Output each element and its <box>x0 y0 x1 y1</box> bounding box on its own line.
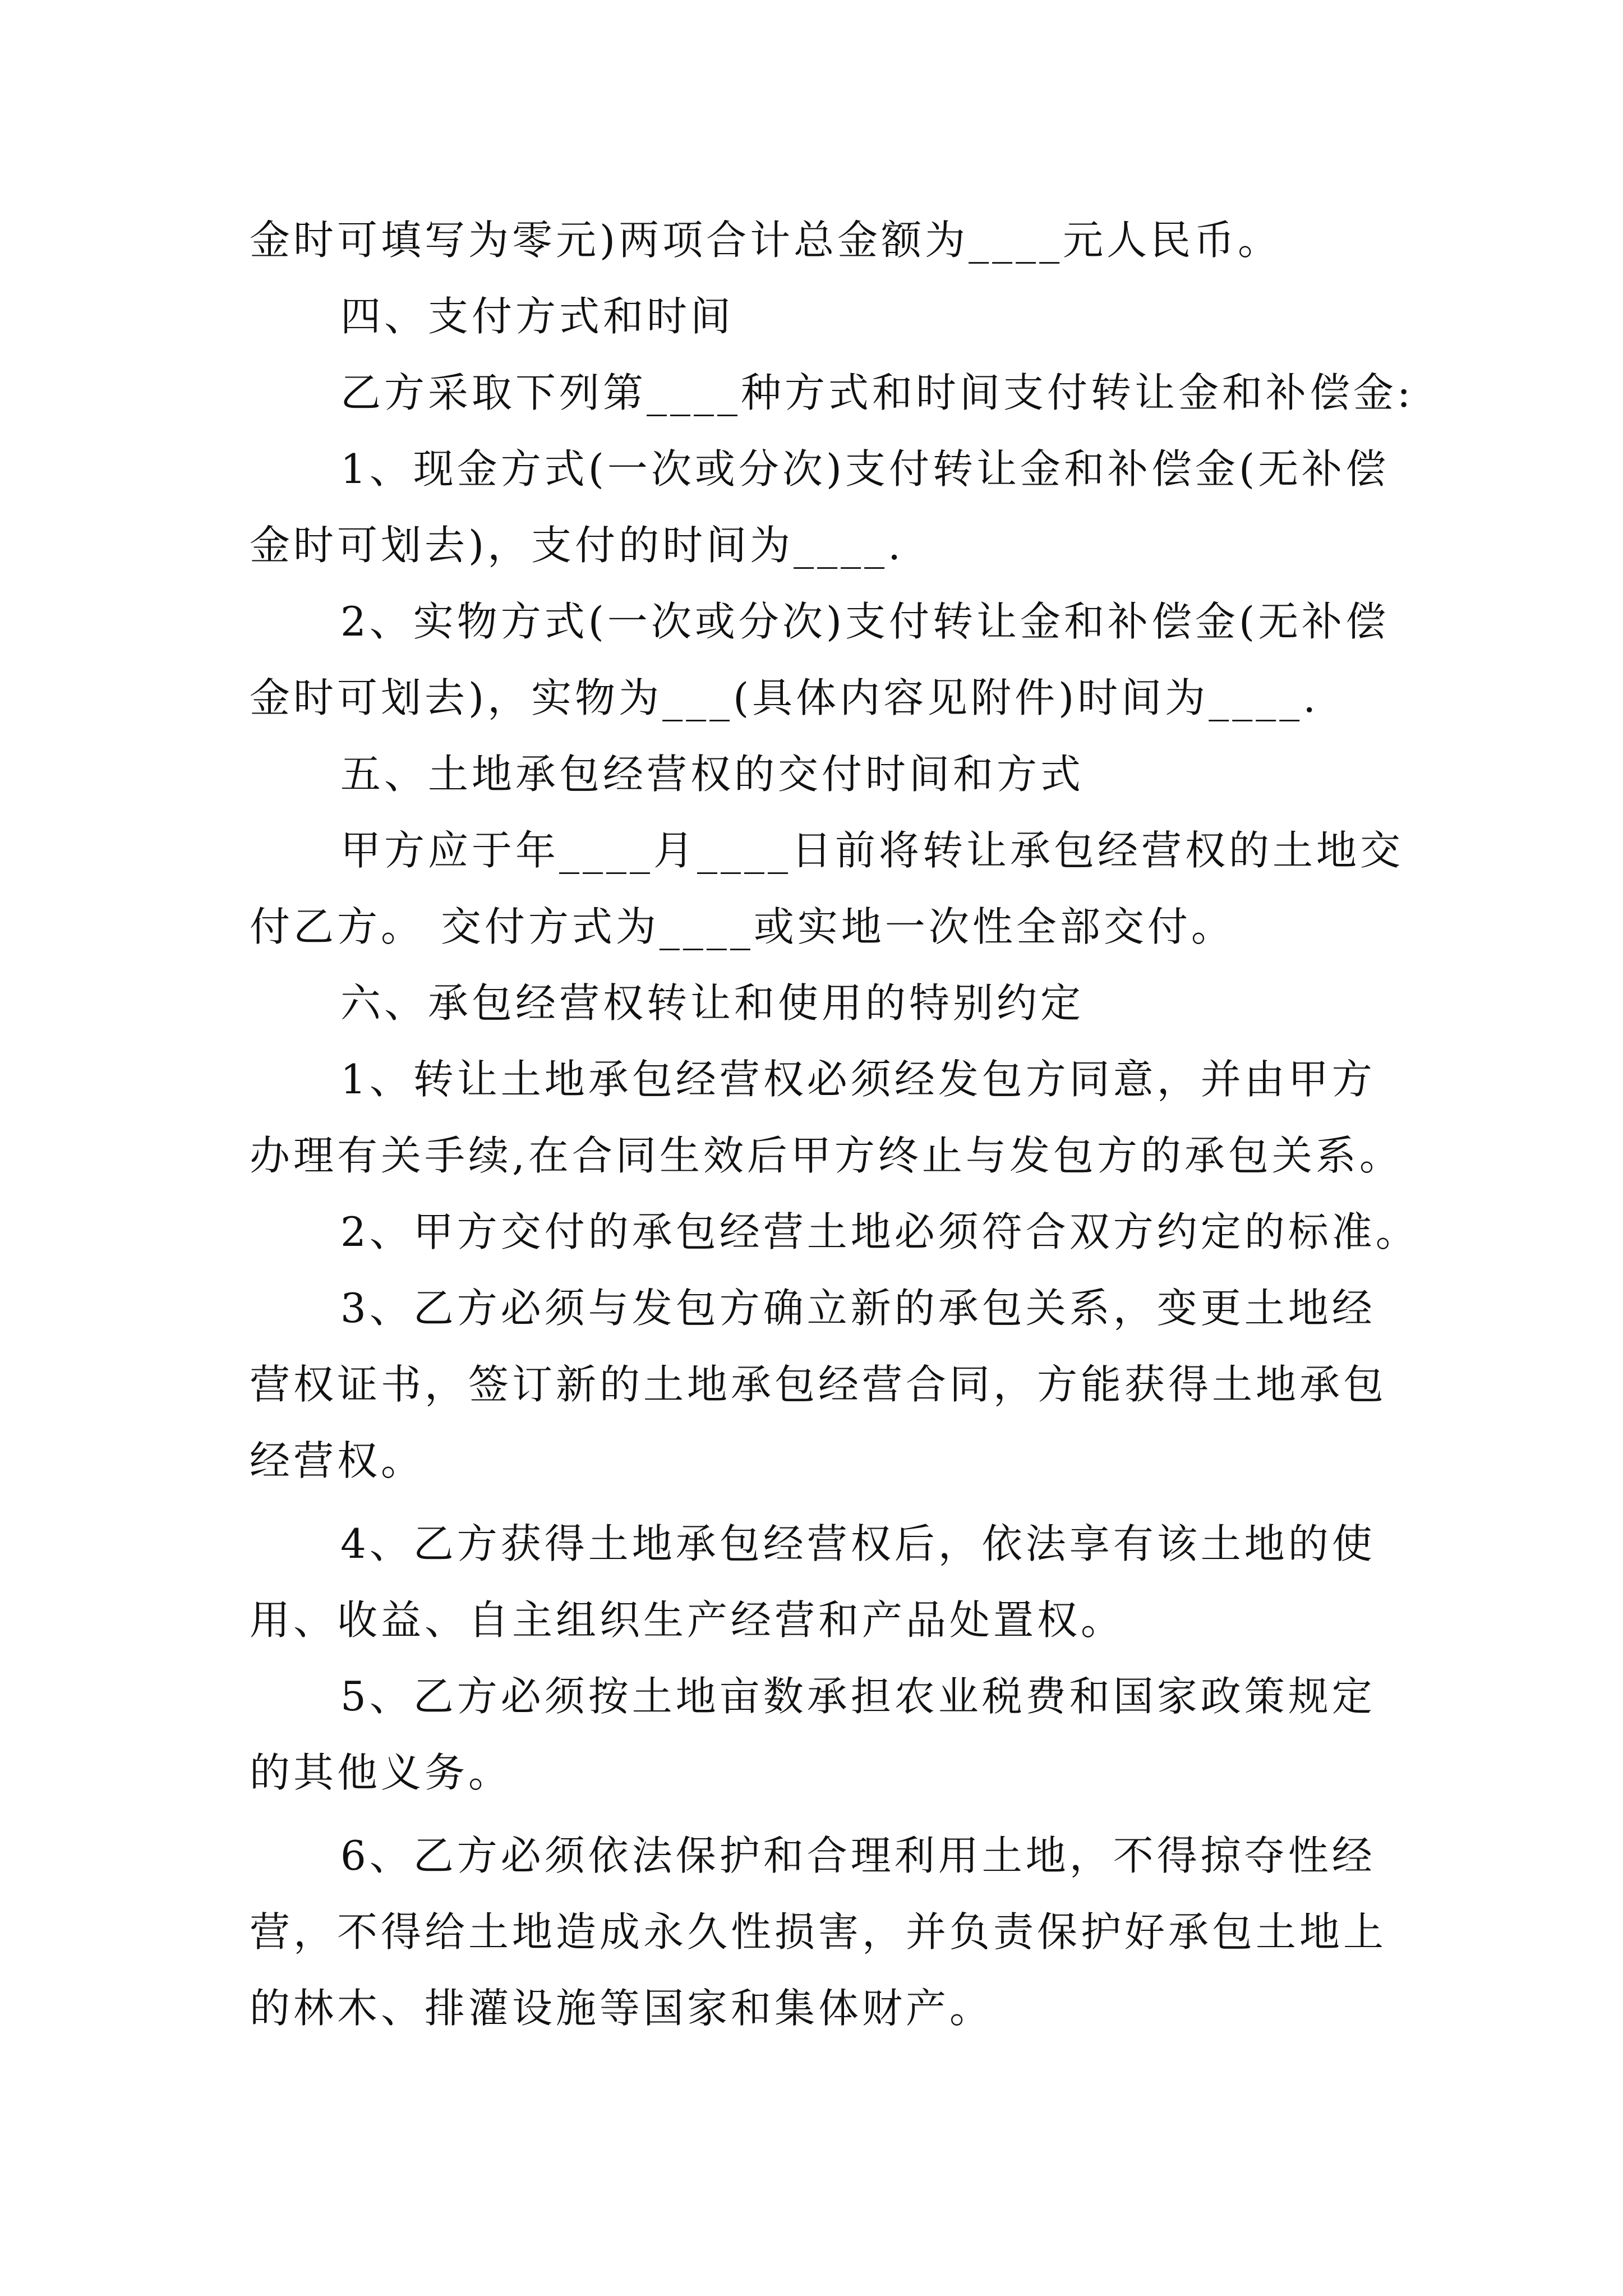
paragraph-line: 营，不得给土地造成永久性损害，并负责保护好承包土地上 <box>250 1908 1387 1955</box>
paragraph-line: 甲方应于年____月____日前将转让承包经营权的土地交 <box>340 827 1404 874</box>
paragraph-line: 3、乙方必须与发包方确立新的承包关系，变更土地经 <box>340 1285 1376 1332</box>
paragraph-line: 付乙方。 交付方式为____或实地一次性全部交付。 <box>250 903 1235 950</box>
paragraph-line: 经营权。 <box>250 1437 425 1484</box>
paragraph-line: 用、收益、自主组织生产经营和产品处置权。 <box>250 1596 1125 1644</box>
section-heading-payment: 四、支付方式和时间 <box>340 293 735 340</box>
paragraph-line: 5、乙方必须按土地亩数承担农业税费和国家政策规定 <box>340 1673 1376 1720</box>
paragraph-line: 1、转让土地承包经营权必须经发包方同意，并由甲方 <box>340 1056 1376 1103</box>
paragraph-line: 的其他义务。 <box>250 1749 513 1796</box>
paragraph-line: 1、现金方式(一次或分次)支付转让金和补偿金(无补偿 <box>340 445 1390 493</box>
paragraph-line: 4、乙方获得土地承包经营权后，依法享有该土地的使 <box>340 1520 1376 1567</box>
document-page <box>250 202 1419 2046</box>
paragraph-line: 乙方采取下列第____种方式和时间支付转让金和补偿金: <box>340 369 1414 416</box>
paragraph-line: 金时可填写为零元)两项合计总金额为____元人民币。 <box>250 217 1282 264</box>
paragraph-line: 金时可划去)，实物为___(具体内容见附件)时间为____. <box>250 674 1320 721</box>
paragraph-line: 的林木、排灌设施等国家和集体财产。 <box>250 1985 994 2032</box>
section-heading-delivery: 五、土地承包经营权的交付时间和方式 <box>340 751 1085 798</box>
paragraph-line: 2、甲方交付的承包经营土地必须符合双方约定的标准。 <box>340 1208 1419 1255</box>
paragraph-line: 6、乙方必须依法保护和合理利用土地，不得掠夺性经 <box>340 1832 1376 1879</box>
section-heading-special-terms: 六、承包经营权转让和使用的特别约定 <box>340 979 1085 1027</box>
paragraph-line: 金时可划去)，支付的时间为____. <box>250 522 904 569</box>
paragraph-line: 办理有关手续,在合同生效后甲方终止与发包方的承包关系。 <box>250 1132 1403 1179</box>
paragraph-line: 营权证书，签订新的土地承包经营合同，方能获得土地承包 <box>250 1361 1387 1408</box>
paragraph-line: 2、实物方式(一次或分次)支付转让金和补偿金(无补偿 <box>340 598 1390 645</box>
